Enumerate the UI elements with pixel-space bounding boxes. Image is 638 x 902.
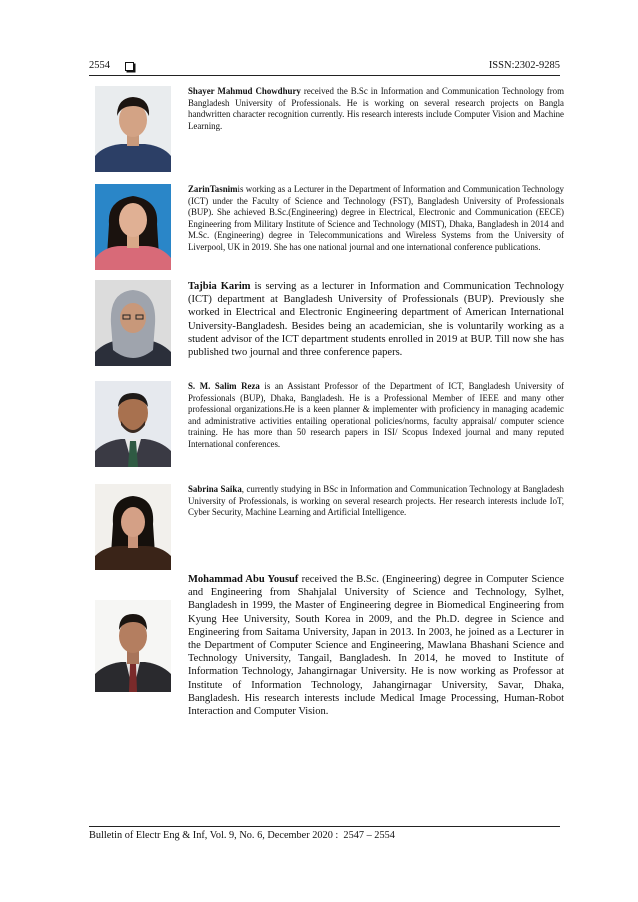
author-photo bbox=[95, 86, 171, 172]
bio-body: received the B.Sc. (Engineering) degree in Computer Science and Engineering from Shahjalal University of Science and Technology, Sylhet, Bangladesh in 1999, the Master of Engineering degree in Biomedical Engineering from Kyung Hee University, South Korea in 2009, and the Ph.D. degree in Science and Engineering from Saitama University, Japan in 2013. In 2003, he joined as a Lecturer in the Department of Computer Science and Engineering, Mawlana Bhashani Science and Technology University, Tangail, Bangladesh. In 2014, he moved to Institute of Information Technology, Jahangirnagar University. He is now working as Professor at Institute of Information Technology, Jahangirnagar University, Savar, Dhaka, Bangladesh. His research interests include Medical Image Processing, Human-Robot Interaction and Computer Vision. bbox=[188, 574, 565, 718]
author-photo bbox=[95, 381, 171, 467]
author-name: ZarinTasnim bbox=[188, 184, 238, 194]
page-header bbox=[89, 60, 560, 76]
bio-text bbox=[188, 184, 564, 254]
bio-body: is an Assistant Professor of the Department of ICT, Bangladesh University of Professionals (BUP), Dhaka, Bangladesh. He is a Professional Member of IEEE and many other professional organizations.He is a keen planner & implementer with proficiency in managing academic and administrative activities entailing operational policies/norms, faculty appraisal/ computer science training. He has more than 50 research papers in ISI/ Scopus Indexed journal and many reputed International conferences. bbox=[188, 381, 564, 449]
bio-text bbox=[188, 280, 564, 359]
footer-citation: Bulletin of Electr Eng & Inf, Vol. 9, No. 6, December 2020 : 2547 – 2554 bbox=[89, 830, 395, 841]
author-name: Mohammad Abu Yousuf bbox=[188, 574, 299, 585]
bio-text bbox=[188, 381, 564, 451]
page-number: 2554 bbox=[89, 60, 110, 71]
author-name: S. M. Salim Reza bbox=[188, 381, 260, 391]
bio-text bbox=[188, 86, 564, 132]
author-photo bbox=[95, 600, 171, 692]
square-icon bbox=[125, 62, 134, 71]
issn: ISSN:2302-9285 bbox=[488, 60, 560, 71]
bio-body: is working as a Lecturer in the Department of Information and Communication Technology (ICT) under the Faculty of Science and Technology (FST), Bangladesh University of Professionals (BUP). She achieved B.Sc.(Engineering) degree in Electrical, Electronic and Communication (EECE) Engineering from Military Institute of Science and Technology (MIST), Dhaka, Bangladesh in 2014 and M.Sc. (Engineering) degree in Telecommunications and Wireless Systems from the University of Liverpool, UK in 2019. She has one national journal and one international conference publications. bbox=[188, 184, 564, 252]
header-rule bbox=[89, 75, 560, 76]
bio-text bbox=[188, 573, 564, 718]
author-name: Tajbia Karim bbox=[188, 281, 251, 292]
bio-text bbox=[188, 484, 564, 519]
author-photo bbox=[95, 484, 171, 570]
author-photo bbox=[95, 280, 171, 366]
bio-body: , currently studying in BSc in Information and Communication Technology at Bangladesh University of Professionals, is working on several research projects. Her research interests include IoT, Cyber Security, Machine Learning and Artificial Intelligence. bbox=[188, 484, 564, 518]
bio-body: is serving as a lecturer in Information and Communication Technology (ICT) department at Bangladesh University of Professionals (BUP). Previously she worked in Electrical and Electronic Engineering department of American International University-Bangladesh. Besides being an academician, she is voluntarily working as a student advisor of the ICT department students enrolled in 2019 at BUP. Till now she has published two journal and three conference papers. bbox=[188, 281, 564, 359]
author-photo bbox=[95, 184, 171, 270]
bio-body: received the B.Sc in Information and Communication Technology from Bangladesh University of Professionals. He is working on several research projects on Bangla handwritten character recognition currently. His research interests include Computer Vision and Machine Learning. bbox=[188, 86, 564, 131]
author-name: Sabrina Saika bbox=[188, 484, 242, 494]
author-name: Shayer Mahmud Chowdhury bbox=[188, 86, 301, 96]
footer-rule bbox=[89, 826, 560, 827]
